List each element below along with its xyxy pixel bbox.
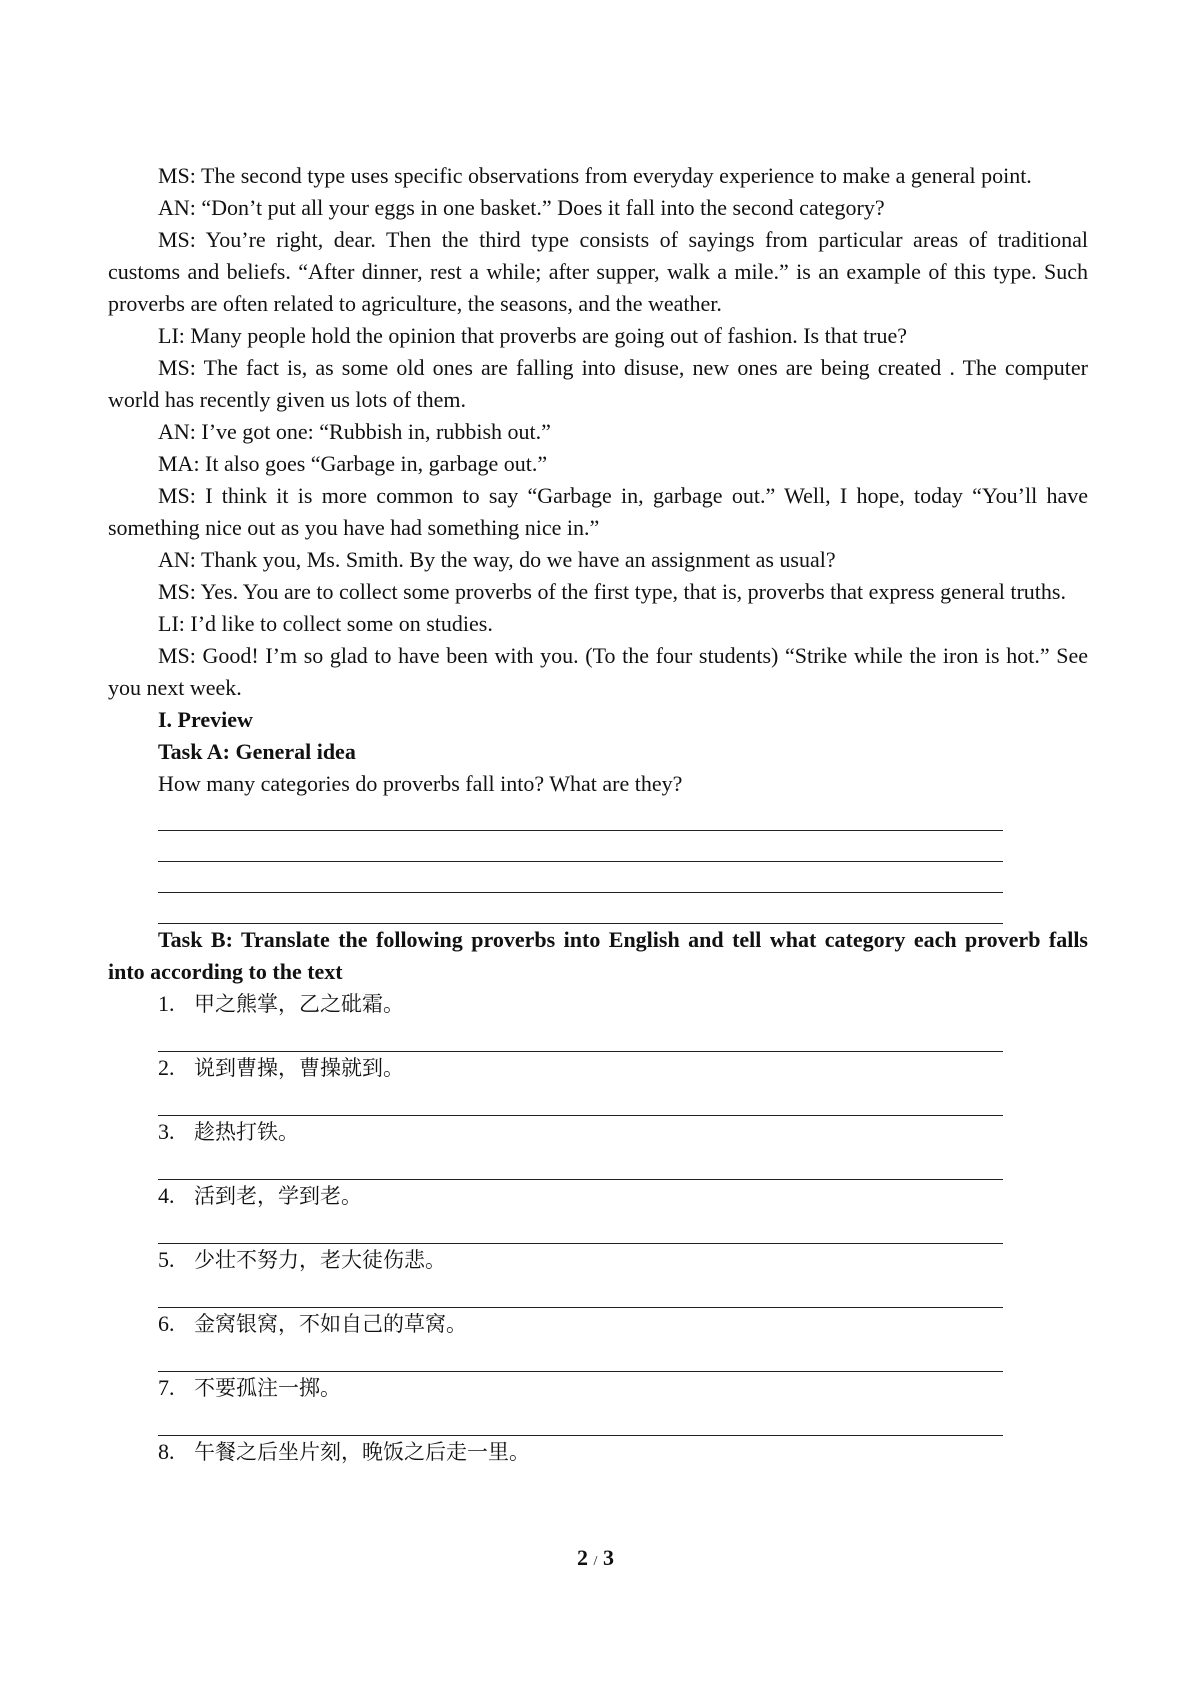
item-number: 5. (158, 1247, 175, 1272)
task-b-list (108, 988, 1088, 1468)
proverb-item (108, 1116, 1088, 1148)
dialogue-line: AN: “Don’t put all your eggs in one basket.” Does it fall into the second category? (158, 195, 885, 220)
section-title: I. Preview (158, 707, 253, 732)
dialogue-line: LI: Many people hold the opinion that proverbs are going out of fashion. Is that true? (158, 323, 908, 348)
task-a-answer-area[interactable] (108, 800, 1088, 924)
proverb-item (108, 1180, 1088, 1212)
item-number: 2. (158, 1055, 175, 1080)
answer-line[interactable] (158, 1340, 1003, 1372)
answer-line[interactable] (158, 831, 1003, 862)
task-a-question: How many categories do proverbs fall into? What are they? (158, 771, 683, 796)
page-total: 3 (602, 1545, 614, 1570)
item-number: 3. (158, 1119, 175, 1144)
answer-line[interactable] (158, 1020, 1003, 1052)
proverb-text: 午餐之后坐片刻，晚饭之后走一里。 (194, 1440, 530, 1464)
proverb-item (108, 988, 1088, 1020)
answer-line[interactable] (158, 862, 1003, 893)
dialogue-line: AN: I’ve got one: “Rubbish in, rubbish out.” (158, 419, 551, 444)
proverb-item (108, 1372, 1088, 1404)
item-number: 4. (158, 1183, 175, 1208)
page-number (0, 1545, 1191, 1571)
answer-line[interactable] (158, 1404, 1003, 1436)
page-separator: / (593, 1554, 598, 1569)
dialogue-line: MS: You’re right, dear. Then the third type consists of sayings from particular areas of traditional customs and beliefs. “After dinner, rest a while; after supper, walk a mile.” is an example of this type. Such proverbs are often related to agriculture, the seasons, and the weather. (108, 227, 1088, 316)
dialogue-line: MS: The fact is, as some old ones are falling into disuse, new ones are being created . The computer world has recently given us lots of them. (108, 355, 1088, 412)
dialogue-line: MS: I think it is more common to say “Garbage in, garbage out.” Well, I hope, today “You’ll have something nice out as you have had something nice in.” (108, 483, 1088, 540)
item-number: 8. (158, 1439, 175, 1464)
task-b-title: Task B: Translate the following proverbs into English and tell what category each proverb falls into according to the text (108, 927, 1088, 984)
dialogue-line: MS: Yes. You are to collect some proverbs of the first type, that is, proverbs that express general truths. (158, 579, 1066, 604)
dialogue-line: AN: Thank you, Ms. Smith. By the way, do we have an assignment as usual? (158, 547, 836, 572)
answer-line[interactable] (158, 1212, 1003, 1244)
proverb-text: 少壮不努力，老大徒伤悲。 (194, 1248, 446, 1272)
dialogue-line: MS: The second type uses specific observations from everyday experience to make a general point. (158, 163, 1032, 188)
proverb-text: 不要孤注一掷。 (194, 1376, 341, 1400)
page-current: 2 (577, 1545, 589, 1570)
worksheet-page (108, 160, 1088, 1468)
answer-line[interactable] (158, 893, 1003, 924)
answer-line[interactable] (158, 800, 1003, 831)
proverb-item (108, 1244, 1088, 1276)
proverb-text: 金窝银窝，不如自己的草窝。 (194, 1312, 467, 1336)
answer-line[interactable] (158, 1148, 1003, 1180)
proverb-text: 趁热打铁。 (194, 1120, 299, 1144)
proverb-item (108, 1052, 1088, 1084)
proverb-text: 活到老，学到老。 (194, 1184, 362, 1208)
proverb-item (108, 1436, 1088, 1468)
proverb-item (108, 1308, 1088, 1340)
dialogue-line: MA: It also goes “Garbage in, garbage out.” (158, 451, 548, 476)
answer-line[interactable] (158, 1276, 1003, 1308)
dialogue (108, 160, 1088, 704)
proverb-text: 甲之熊掌，乙之砒霜。 (194, 992, 404, 1016)
dialogue-line: MS: Good! I’m so glad to have been with you. (To the four students) “Strike while the iron is hot.” See you next week. (108, 643, 1088, 700)
item-number: 7. (158, 1375, 175, 1400)
answer-line[interactable] (158, 1084, 1003, 1116)
item-number: 1. (158, 991, 175, 1016)
proverb-text: 说到曹操，曹操就到。 (194, 1056, 404, 1080)
dialogue-line: LI: I’d like to collect some on studies. (158, 611, 493, 636)
item-number: 6. (158, 1311, 175, 1336)
task-a-title: Task A: General idea (158, 739, 356, 764)
